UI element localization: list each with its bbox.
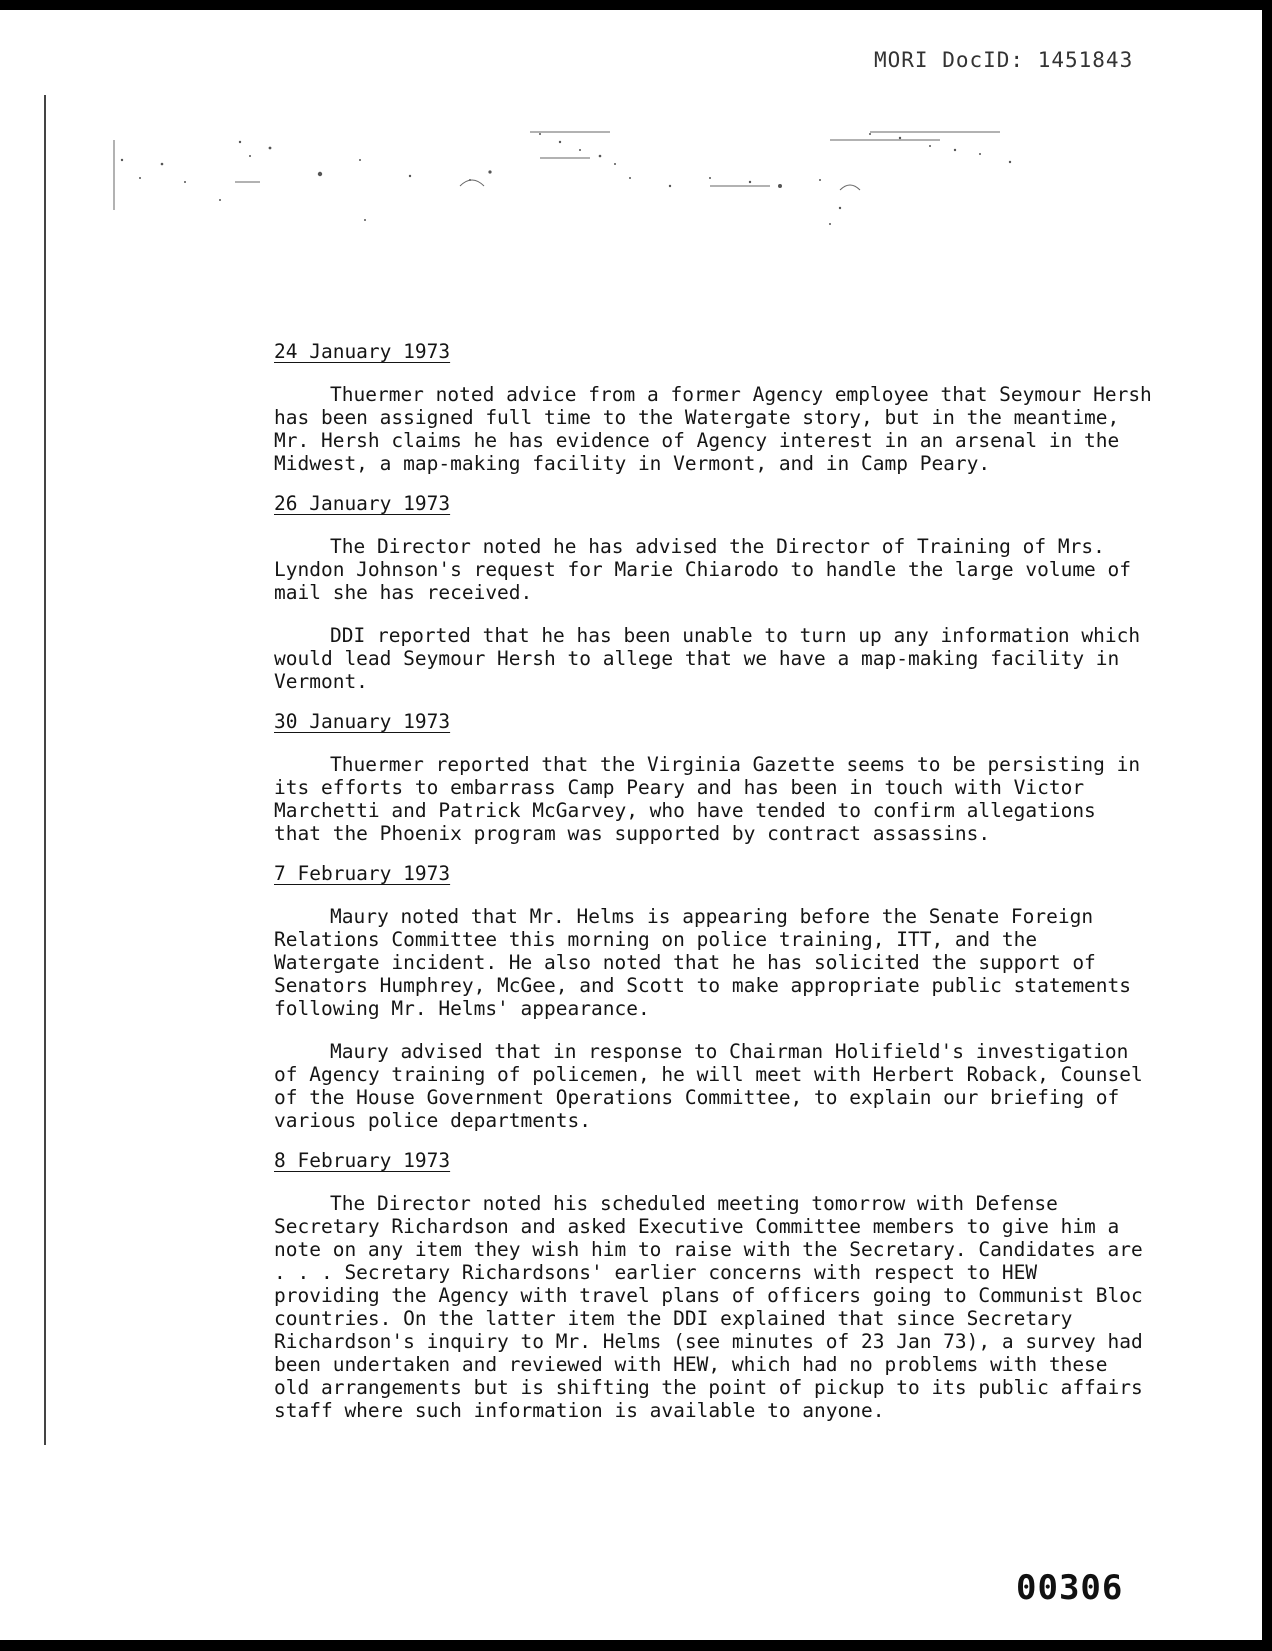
entry-30-january-1973: [274, 710, 1154, 845]
entry-8-february-1973: [274, 1149, 1154, 1422]
scan-margin-line: [44, 95, 46, 1445]
entry-paragraph: Maury advised that in response to Chairman Holifield's investigation of Agency training of policemen, he will meet with Herbert Roback, Counsel of the House Government Operations Committee, to explain our briefing of various police departments.: [274, 1040, 1143, 1132]
minutes-body: [274, 340, 1154, 1422]
entry-paragraph: DDI reported that he has been unable to turn up any information which would lead Seymour Hersh to allege that we have a map-making facility in Vermont.: [274, 624, 1141, 693]
redacted-header-residue: [110, 120, 1110, 230]
entry-date: 30 January 1973: [274, 710, 451, 733]
entry-7-february-1973: [274, 862, 1154, 1132]
entry-24-january-1973: [274, 340, 1154, 475]
entry-26-january-1973: [274, 492, 1154, 693]
scan-edge-top: [0, 0, 1272, 10]
entry-paragraph: Maury noted that Mr. Helms is appearing before the Senate Foreign Relations Committee this morning on police training, ITT, and the Watergate incident. He also noted that he has solicited the support of Senators Humphrey, McGee, and Scott to make appropriate public statements following Mr. Helms' appearance.: [274, 905, 1132, 1020]
entry-paragraph: The Director noted his scheduled meeting tomorrow with Defense Secretary Richardson and asked Executive Committee members to give him a note on any item they wish him to raise with the Secretary. Candidates are . . . Secretary Richardsons' earlier concerns with respect to HEW providing the Agency with travel plans of officers going to Communist Bloc countries. On the latter item the DDI explained that since Secretary Richardson's inquiry to Mr. Helms (see minutes of 23 Jan 73), a survey had been undertaken and reviewed with HEW, which had no problems with these old arrangements but is shifting the point of pickup to its public affairs staff where such information is available to anyone.: [274, 1192, 1143, 1422]
entry-date: 8 February 1973: [274, 1149, 451, 1172]
entry-date: 26 January 1973: [274, 492, 451, 515]
entry-paragraph: Thuermer noted advice from a former Agency employee that Seymour Hersh has been assigned full time to the Watergate story, but in the meantime, Mr. Hersh claims he has evidence of Agency interest in an arsenal in the Midwest, a map-making facility in Vermont, and in Camp Peary.: [274, 383, 1152, 475]
entry-date: 7 February 1973: [274, 862, 451, 885]
scan-edge-bottom: [0, 1640, 1272, 1651]
scan-noise-graphic: [110, 120, 1110, 230]
scan-edge-right: [1262, 0, 1272, 1651]
doc-id: MORI DocID: 1451843: [874, 48, 1134, 72]
page-number: 00306: [1016, 1568, 1124, 1608]
entry-paragraph: Thuermer reported that the Virginia Gazette seems to be persisting in its efforts to embarrass Camp Peary and has been in touch with Victor Marchetti and Patrick McGarvey, who have tended to confirm allegations that the Phoenix program was supported by contract assassins.: [274, 753, 1141, 845]
entry-date: 24 January 1973: [274, 340, 451, 363]
entry-paragraph: The Director noted he has advised the Director of Training of Mrs. Lyndon Johnson's request for Marie Chiarodo to handle the large volume of mail she has received.: [274, 535, 1132, 604]
